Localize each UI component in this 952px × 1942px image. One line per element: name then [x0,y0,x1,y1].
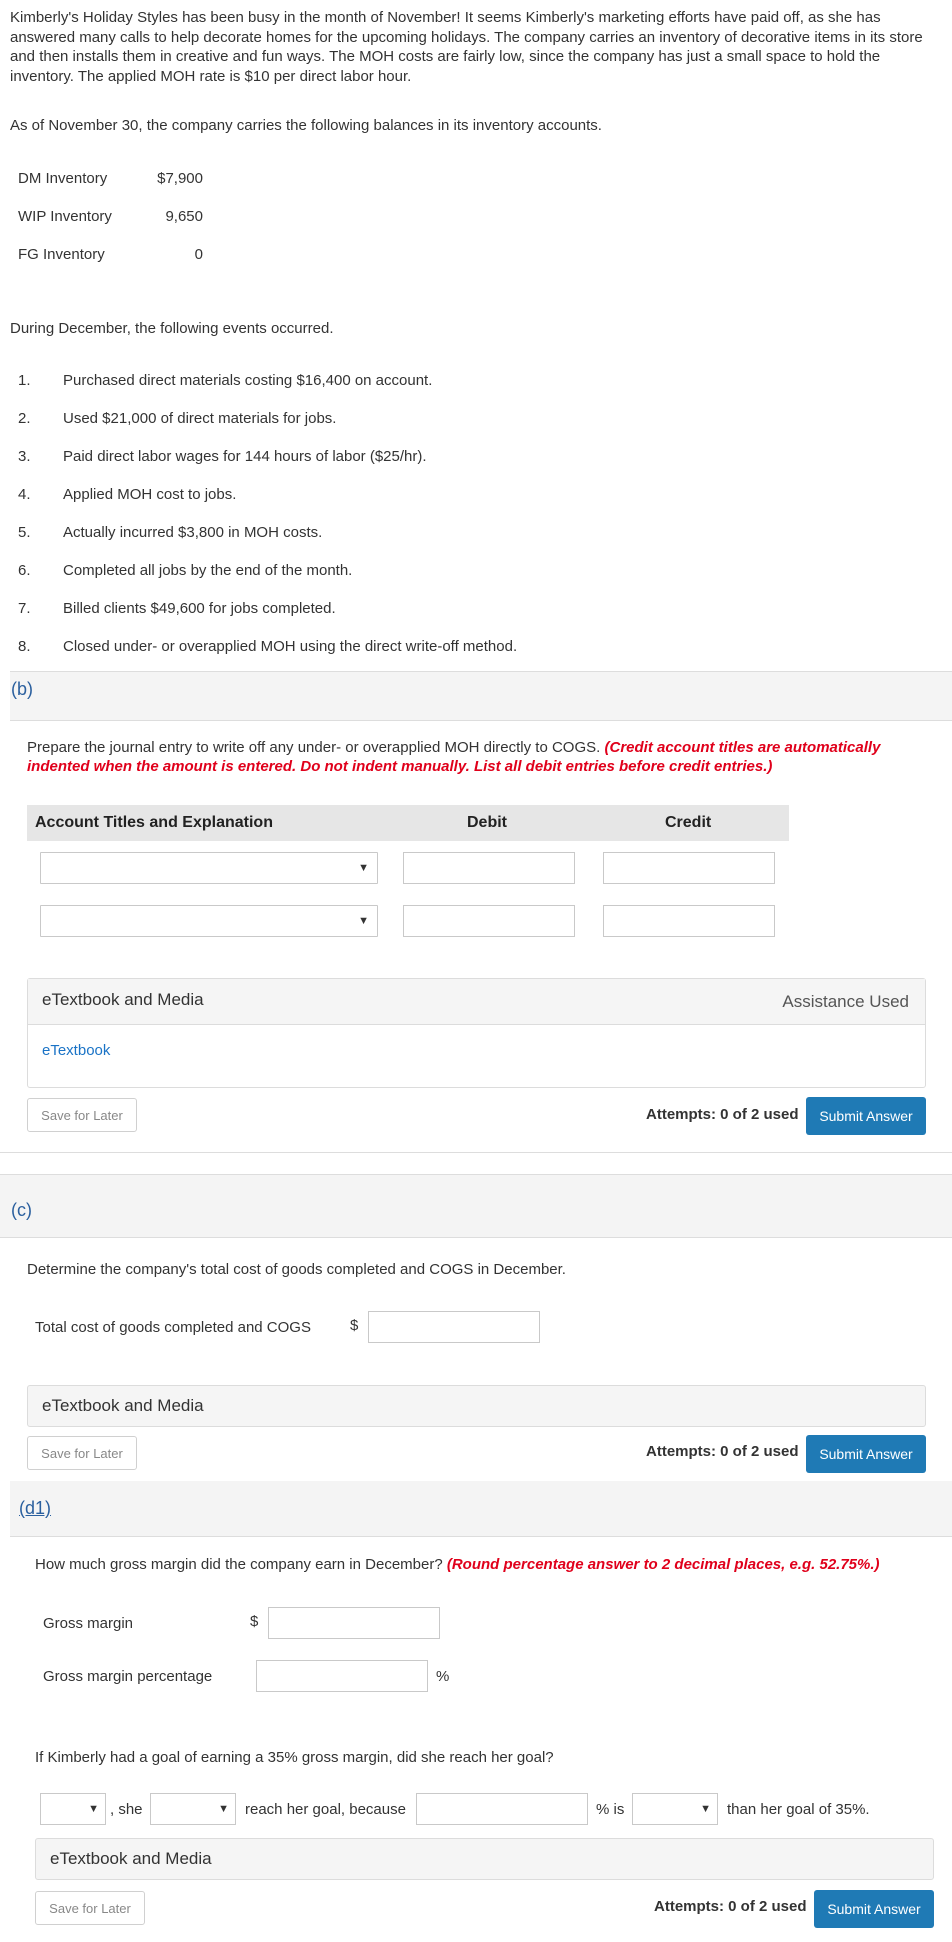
currency-symbol: $ [350,1317,359,1334]
col-debit: Debit [467,814,507,831]
inventory-value: $7,900 [157,170,203,187]
event-number: 3. [18,448,31,465]
yes-no-select[interactable] [40,1793,106,1825]
event-number: 1. [18,372,31,389]
etextbook-title: eTextbook and Media [50,1849,212,1868]
etextbook-panel [27,978,926,1088]
debit-input[interactable] [403,905,575,937]
etextbook-panel [35,1838,934,1880]
gross-margin-pct-label: Gross margin percentage [43,1668,213,1685]
event-text: Used $21,000 of direct materials for jobs. [63,410,337,427]
event-number: 7. [18,600,31,617]
instruction-note: (Credit account titles are automatically indented when the amount is entered. Do not indent manually. List all debit entries before credit entries.) [27,739,881,775]
section-divider [0,1152,952,1153]
save-for-later-button[interactable]: Save for Later [27,1436,137,1470]
reach-text: reach her goal, because [245,1801,406,1818]
chevron-down-icon: ▼ [358,862,369,874]
event-number: 5. [18,524,31,541]
part-d1-label[interactable]: (d1) [19,1498,52,1518]
save-for-later-button[interactable]: Save for Later [27,1098,137,1132]
col-credit: Credit [665,814,712,831]
instruction-text: Prepare the journal entry to write off any under- or overapplied MOH directly to COGS. [27,739,605,756]
account-title-select[interactable] [40,852,378,884]
event-text: Billed clients $49,600 for jobs completed. [63,600,336,617]
attempts-counter: Attempts: 0 of 2 used [654,1898,807,1915]
attempts-counter: Attempts: 0 of 2 used [646,1106,799,1123]
inventory-label: WIP Inventory [18,208,112,225]
percent-is-text: % is [596,1801,625,1818]
credit-input[interactable] [603,905,775,937]
inventory-value: 9,650 [165,208,203,225]
save-for-later-button[interactable]: Save for Later [35,1891,145,1925]
etextbook-title: eTextbook and Media [42,990,204,1009]
chevron-down-icon: ▼ [218,1803,229,1815]
total-cost-label: Total cost of goods completed and COGS [35,1319,311,1336]
event-text: Paid direct labor wages for 144 hours of labor ($25/hr). [63,448,427,465]
gross-margin-input[interactable] [268,1607,440,1639]
submit-answer-button[interactable]: Submit Answer [814,1890,934,1928]
gross-margin-pct-input[interactable] [256,1660,428,1692]
inventory-value: 0 [194,246,203,263]
instruction-note: (Round percentage answer to 2 decimal places, e.g. 52.75%.) [446,1556,880,1573]
part-c-instruction: Determine the company's total cost of goods completed and COGS in December. [27,1261,566,1278]
event-text: Closed under- or overapplied MOH using the direct write-off method. [63,638,518,655]
than-goal-text: than her goal of 35%. [727,1801,870,1818]
percentage-input[interactable] [416,1793,588,1825]
etextbook-link[interactable]: eTextbook [42,1042,111,1059]
comparison-select[interactable] [632,1793,718,1825]
attempts-counter: Attempts: 0 of 2 used [646,1443,799,1460]
balances-intro: As of November 30, the company carries the following balances in its inventory accounts. [10,117,602,134]
event-number: 2. [18,410,31,427]
col-account-titles: Account Titles and Explanation [35,814,273,831]
debit-input[interactable] [403,852,575,884]
part-c-header [0,1174,952,1238]
etextbook-title: eTextbook and Media [42,1396,204,1415]
percent-symbol: % [436,1668,450,1685]
part-c-label: (c) [11,1200,32,1220]
event-number: 6. [18,562,31,579]
event-number: 4. [18,486,31,503]
gross-margin-label: Gross margin [43,1615,134,1632]
account-title-select[interactable] [40,905,378,937]
goal-question: If Kimberly had a goal of earning a 35% gross margin, did she reach her goal? [35,1749,554,1766]
she-text: , she [110,1801,143,1818]
part-b-header [10,671,952,721]
did-select[interactable] [150,1793,236,1825]
part-b-instruction [27,738,907,776]
chevron-down-icon: ▼ [88,1803,99,1815]
part-d1-instruction [35,1556,880,1573]
problem-intro: Kimberly's Holiday Styles has been busy in the month of November! It seems Kimberly's marketing efforts have paid off, as she has answered many calls to help decorate homes for the upcoming holidays. The company carries an inventory of decorative items in its store and then installs them in creative and fun ways. The MOH costs are fairly low, since the company has just a small space to hold the inventory. The applied MOH rate is $10 per direct labor hour. [10,9,923,85]
inventory-label: FG Inventory [18,246,105,263]
instruction-text: How much gross margin did the company earn in December? [35,1556,447,1573]
currency-symbol: $ [250,1613,259,1630]
submit-answer-button[interactable]: Submit Answer [806,1435,926,1473]
event-text: Applied MOH cost to jobs. [63,486,237,503]
total-cost-input[interactable] [368,1311,540,1343]
assistance-used: Assistance Used [782,992,909,1011]
part-d1-header [10,1481,952,1537]
credit-input[interactable] [603,852,775,884]
etextbook-panel [27,1385,926,1427]
event-text: Purchased direct materials costing $16,400 on account. [63,372,433,389]
events-intro: During December, the following events occurred. [10,320,334,337]
event-text: Completed all jobs by the end of the month. [63,562,353,579]
event-text: Actually incurred $3,800 in MOH costs. [63,524,323,541]
inventory-label: DM Inventory [18,170,108,187]
part-b-label: (b) [11,679,33,699]
event-number: 8. [18,638,31,655]
submit-answer-button[interactable]: Submit Answer [806,1097,926,1135]
chevron-down-icon: ▼ [358,915,369,927]
chevron-down-icon: ▼ [700,1803,711,1815]
